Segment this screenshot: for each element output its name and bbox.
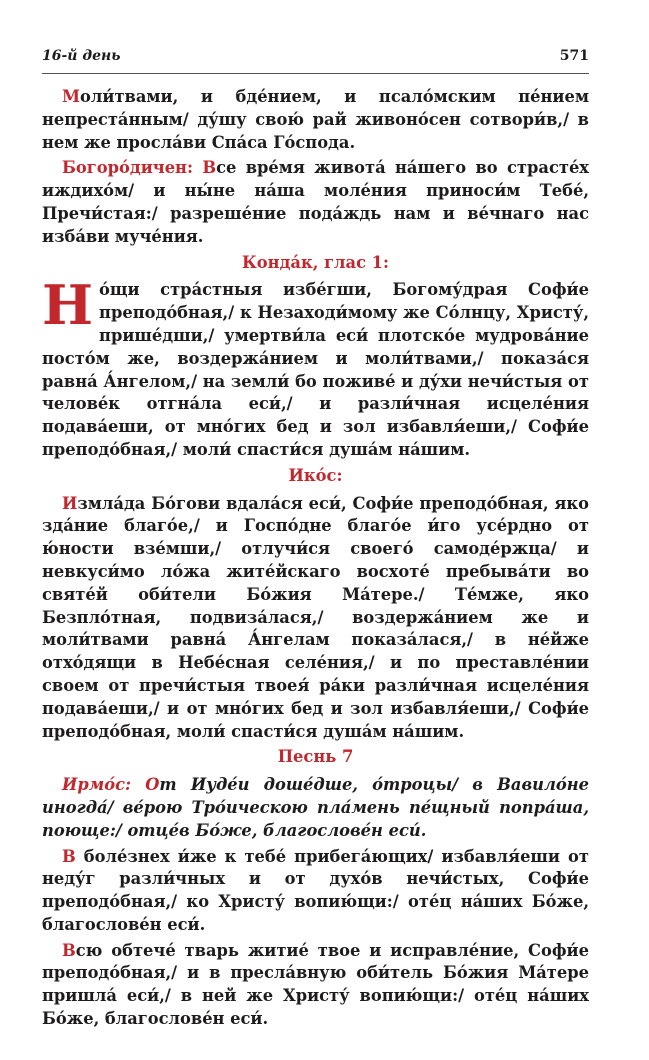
header-rule [42, 73, 589, 74]
troparion-paragraph [42, 86, 589, 154]
section-label: Богоро́дичен: [62, 158, 193, 178]
paragraph-text: боле́знех и́же к тебе́ прибега́ющих/ избавля́еши от неду́г разли́чных и от духо́в нечи́стых, Софи́е преподо́бная,/ ко Христу́ вопию́щи:/ оте́ц на́ших Бо́же, благослове́н еси́. [42, 846, 589, 934]
red-initial: В [202, 158, 217, 178]
running-title: 16-й день [42, 48, 121, 64]
paragraph-text: о́щи стра́стныя избе́гши, Богому́драя Софи́е преподо́бная,/ к Незаходи́мому же Со́лнцу, Христу́, прише́дши,/ умертви́ла еси́ плотско́е мудрова́ние посто́м же, воздержа́нием и моли́твами,/ показа́ся равна́ А́нгелом,/ на земли́ бо поживе́ и ду́хи нечи́стыя от челове́к отгна́ла еси́,/ и разли́чная исцеле́ния подава́еши, от мно́гих бед и зол избавля́еши,/ Софи́е преподо́бная,/ моли́ спасти́ся душа́м на́шим. [42, 280, 589, 459]
section-label: Ирмо́с: [62, 775, 132, 795]
ikos-paragraph [42, 493, 589, 744]
paragraph-text: т Иуде́и доше́дше, о́троцы/ в Вавило́не иногда́/ ве́рою Тро́ическою пла́мень пе́щный попра́ша, поюще:/ отце́в Бо́же, благослове́н еси́. [42, 775, 589, 840]
page-number: 571 [559, 48, 589, 64]
bogorodichen-paragraph [42, 157, 589, 248]
red-initial: В [62, 846, 76, 866]
kondak-paragraph [42, 273, 589, 461]
page-body [42, 86, 589, 1034]
pesn-heading: Песнь 7 [277, 747, 354, 767]
drop-cap: Н [42, 273, 94, 338]
paragraph-text: змла́да Бо́гови вдала́ся еси́, Софи́е преподо́бная, яко зда́ние благо́е,/ и Госпо́дне благо́е и́го усе́рдно от ю́ности взе́мши,/ отлучи́ся своего́ самоде́ржца/ и невкуси́мо ло́жа жите́йскаго восхоте́ пребыва́ти во святе́й оби́тели Бо́жия Ма́тере./ Те́мже, яко Безпло́тная, подвиза́лася,/ воздержа́нием же и моли́твами равна́ А́нгелам показа́лася,/ в не́йже отхо́дящи в Небе́сная селе́ния,/ и по преставле́нии своем от пречи́стыя твоея́ ра́ки разли́чная исцеле́ния подава́еши,/ и от мно́гих бед и зол избавля́еши,/ Софи́е преподо́бная, моли́ спасти́ся душа́м на́шим. [42, 493, 589, 741]
red-initial: М [62, 87, 81, 106]
irmos-paragraph [42, 774, 589, 842]
red-initial: О [145, 775, 160, 795]
troparion-paragraph [42, 940, 589, 1031]
red-initial: И [62, 493, 78, 513]
paragraph-text: сю обтече́ тварь житие́ твое и исправле́ние, Софи́е преподо́бная,/ и в пресла́вную оби́тель Бо́жия Ма́тере пришла́ еси́,/ в ней же Христу́ вопию́щи:/ оте́ц на́ших Бо́же, благослове́н еси́. [42, 940, 589, 1029]
red-initial: В [62, 940, 76, 960]
paragraph-text: оли́твами, и бде́нием, и псало́мским пе́нием непреста́нным/ ду́шу свою́ рай живоно́сен сотвори́в,/ в нем же просла́ви Спа́са Го́спода. [42, 87, 589, 152]
ikos-heading: Ико́с: [288, 465, 343, 485]
kondak-heading: Конда́к, глас 1: [241, 252, 389, 272]
paragraph-text: се вре́мя живота́ на́шего во страсте́х иждихо́м/ и ны́не на́ша моле́ния приноси́м Тебе́, Пречи́стая:/ разреше́ние пода́ждь нам и ве́чнаго нас изба́ви муче́ния. [42, 158, 590, 246]
troparion-paragraph [42, 846, 589, 937]
page-header [42, 48, 589, 64]
